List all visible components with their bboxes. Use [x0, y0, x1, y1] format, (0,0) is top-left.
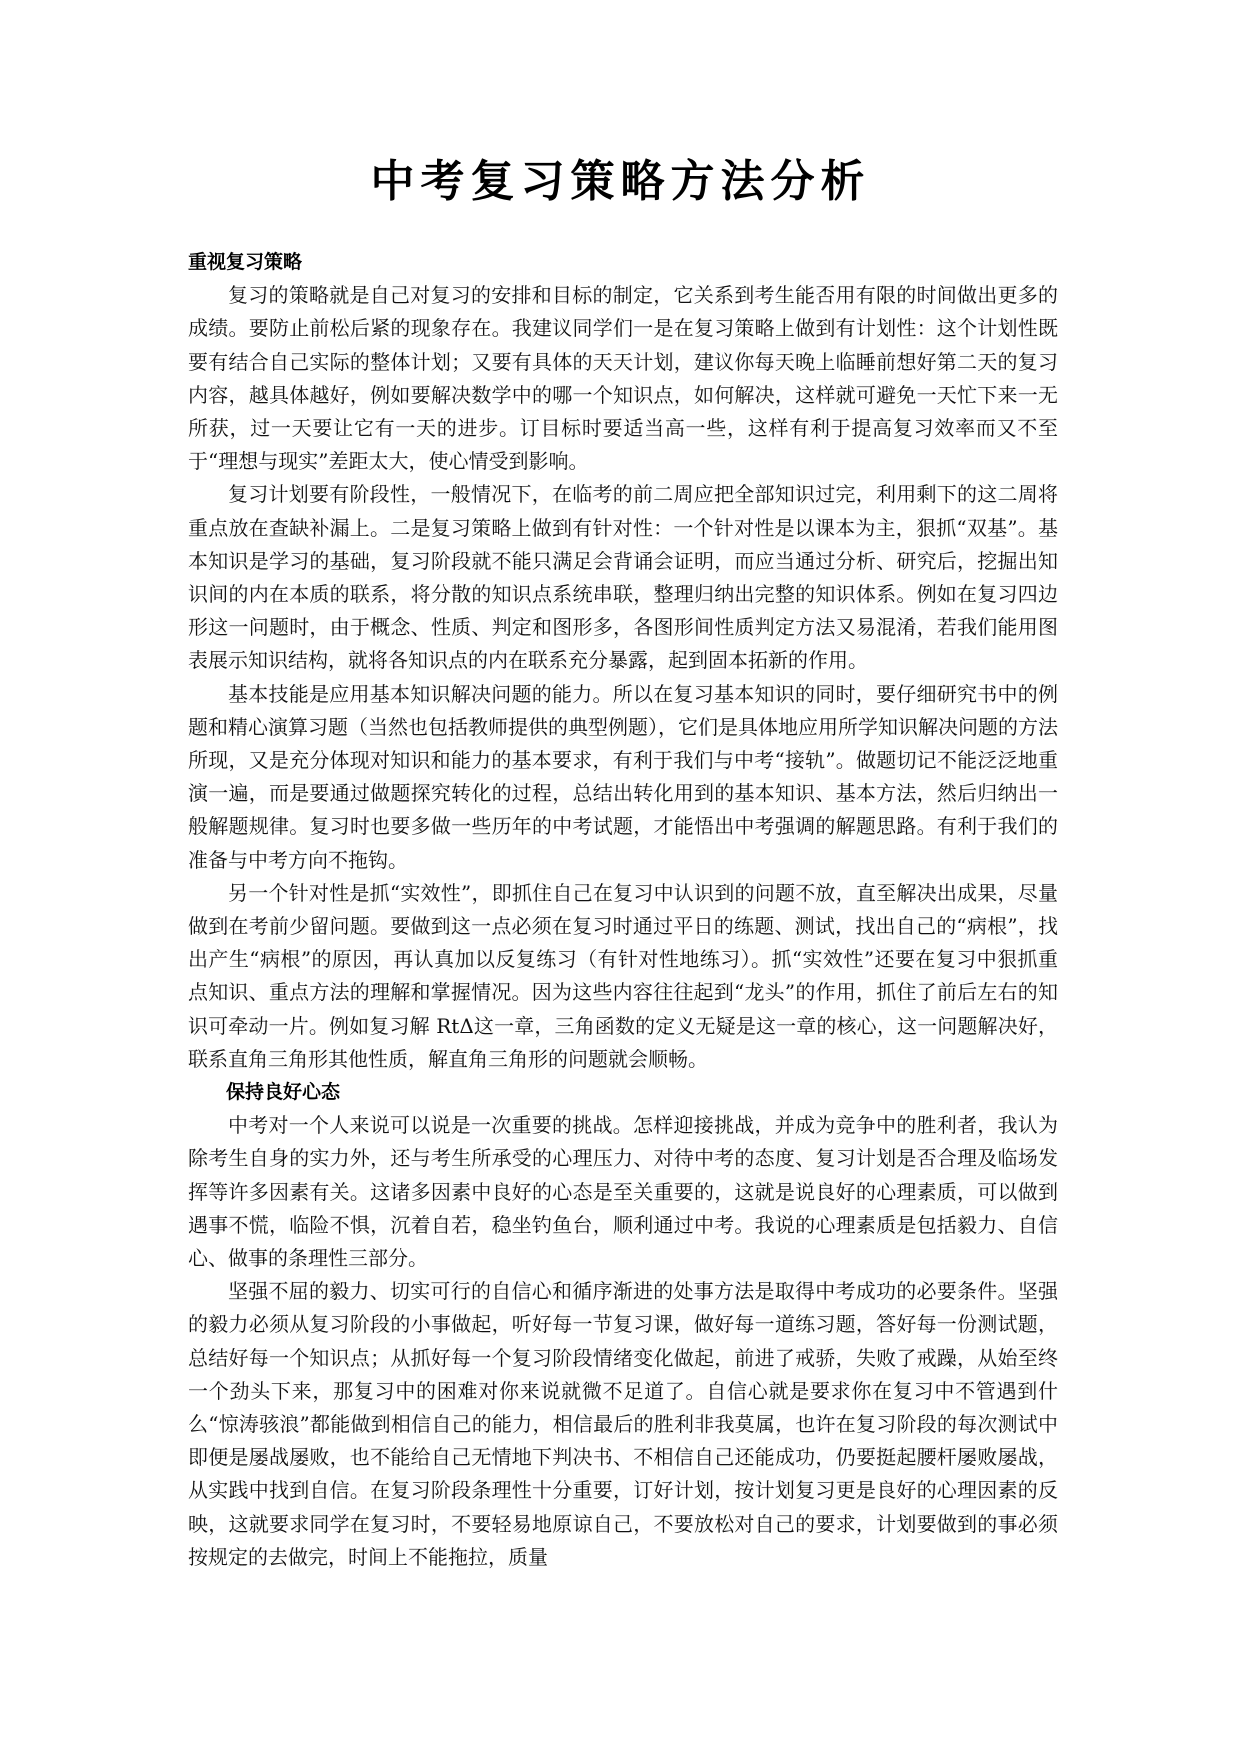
paragraph: 坚强不屈的毅力、切实可行的自信心和循序渐进的处事方法是取得中考成功的必要条件。坚强的毅力必须从复习阶段的小事做起，听好每一节复习课，做好每一道练习题，答好每一份测试题，总结好每一个知识点；从抓好每一个复习阶段情绪变化做起，前进了戒骄，失败了戒躁，从始至终一个劲头下来，那复习中的困难对你来说就微不足道了。自信心就是要求你在复习中不管遇到什么“惊涛骇浪”都能做到相信自己的能力，相信最后的胜利非我莫属，也许在复习阶段的每次测试中即便是屡战屡败，也不能给自己无情地下判决书、不相信自己还能成功，仍要挺起腰杆屡败屡战，从实践中找到自信。在复习阶段条理性十分重要，订好计划，按计划复习更是良好的心理因素的反映，这就要求同学在复习时，不要轻易地原谅自己，不要放松对自己的要求，计划要做到的事必须按规定的去做完，时间上不能拖拉，质量 [188, 1279, 1058, 1569]
section-heading-good-mindset: 保持良好心态 [226, 1081, 341, 1104]
section-heading-review-strategy: 重视复习策略 [188, 251, 303, 273]
paragraph: 复习计划要有阶段性，一般情况下，在临考的前二周应把全部知识过完，利用剩下的这二周将重点放在查缺补漏上。二是复习策略上做到有针对性：一个针对性是以课本为主，狠抓“双基”。基本知识是学习的基础，复习阶段就不能只满足会背诵会证明，而应当通过分析、研究后，挖掘出知识间的内在本质的联系，将分散的知识点系统串联，整理归纳出完整的知识体系。例如在复习四边形这一问题时，由于概念、性质、判定和图形多，各图形间性质判定方法又易混淆，若我们能用图表展示知识结构，就将各知识点的内在联系充分暴露，起到固本拓新的作用。 [188, 482, 1058, 673]
document-body [188, 246, 1058, 1574]
paragraph: 另一个针对性是抓“实效性”，即抓住自己在复习中认识到的问题不放，直至解决出成果，尽量做到在考前少留问题。要做到这一点必须在复习时通过平日的练题、测试，找出自己的“病根”，找出产生“病根”的原因，再认真加以反复练习（有针对性地练习）。抓“实效性”还要在复习中狠抓重点知识、重点方法的理解和掌握情况。因为这些内容往往起到“龙头”的作用，抓住了前后左右的知识可牵动一片。例如复习解 RtΔ这一章，三角函数的定义无疑是这一章的核心，这一问题解决好，联系直角三角形其他性质，解直角三角形的问题就会顺畅。 [188, 880, 1058, 1071]
paragraph: 复习的策略就是自己对复习的安排和目标的制定，它关系到考生能否用有限的时间做出更多的成绩。要防止前松后紧的现象存在。我建议同学们一是在复习策略上做到有计划性：这个计划性既要有结合自己实际的整体计划；又要有具体的天天计划，建议你每天晚上临睡前想好第二天的复习内容，越具体越好，例如要解决数学中的哪一个知识点，如何解决，这样就可避免一天忙下来一无所获，过一天要让它有一天的进步。订目标时要适当高一些，这样有利于提高复习效率而又不至于“理想与现实”差距太大，使心情受到影响。 [188, 283, 1058, 474]
paragraph: 中考对一个人来说可以说是一次重要的挑战。怎样迎接挑战，并成为竞争中的胜利者，我认为除考生自身的实力外，还与考生所承受的心理压力、对待中考的态度、复习计划是否合理及临场发挥等许多因素有关。这诸多因素中良好的心态是至关重要的，这就是说良好的心理素质，可以做到遇事不慌，临险不惧，沉着自若，稳坐钓鱼台，顺利通过中考。我说的心理素质是包括毅力、自信心、做事的条理性三部分。 [188, 1113, 1058, 1271]
paragraph: 基本技能是应用基本知识解决问题的能力。所以在复习基本知识的同时，要仔细研究书中的例题和精心演算习题（当然也包括教师提供的典型例题），它们是具体地应用所学知识解决问题的方法所现，又是充分体现对知识和能力的基本要求，有利于我们与中考“接轨”。做题切记不能泛泛地重演一遍，而是要通过做题探究转化的过程，总结出转化用到的基本知识、基本方法，然后归纳出一般解题规律。复习时也要多做一些历年的中考试题，才能悟出中考强调的解题思路。有利于我们的准备与中考方向不拖钩。 [188, 681, 1058, 872]
page-title: 中考复习策略方法分析 [370, 156, 871, 207]
